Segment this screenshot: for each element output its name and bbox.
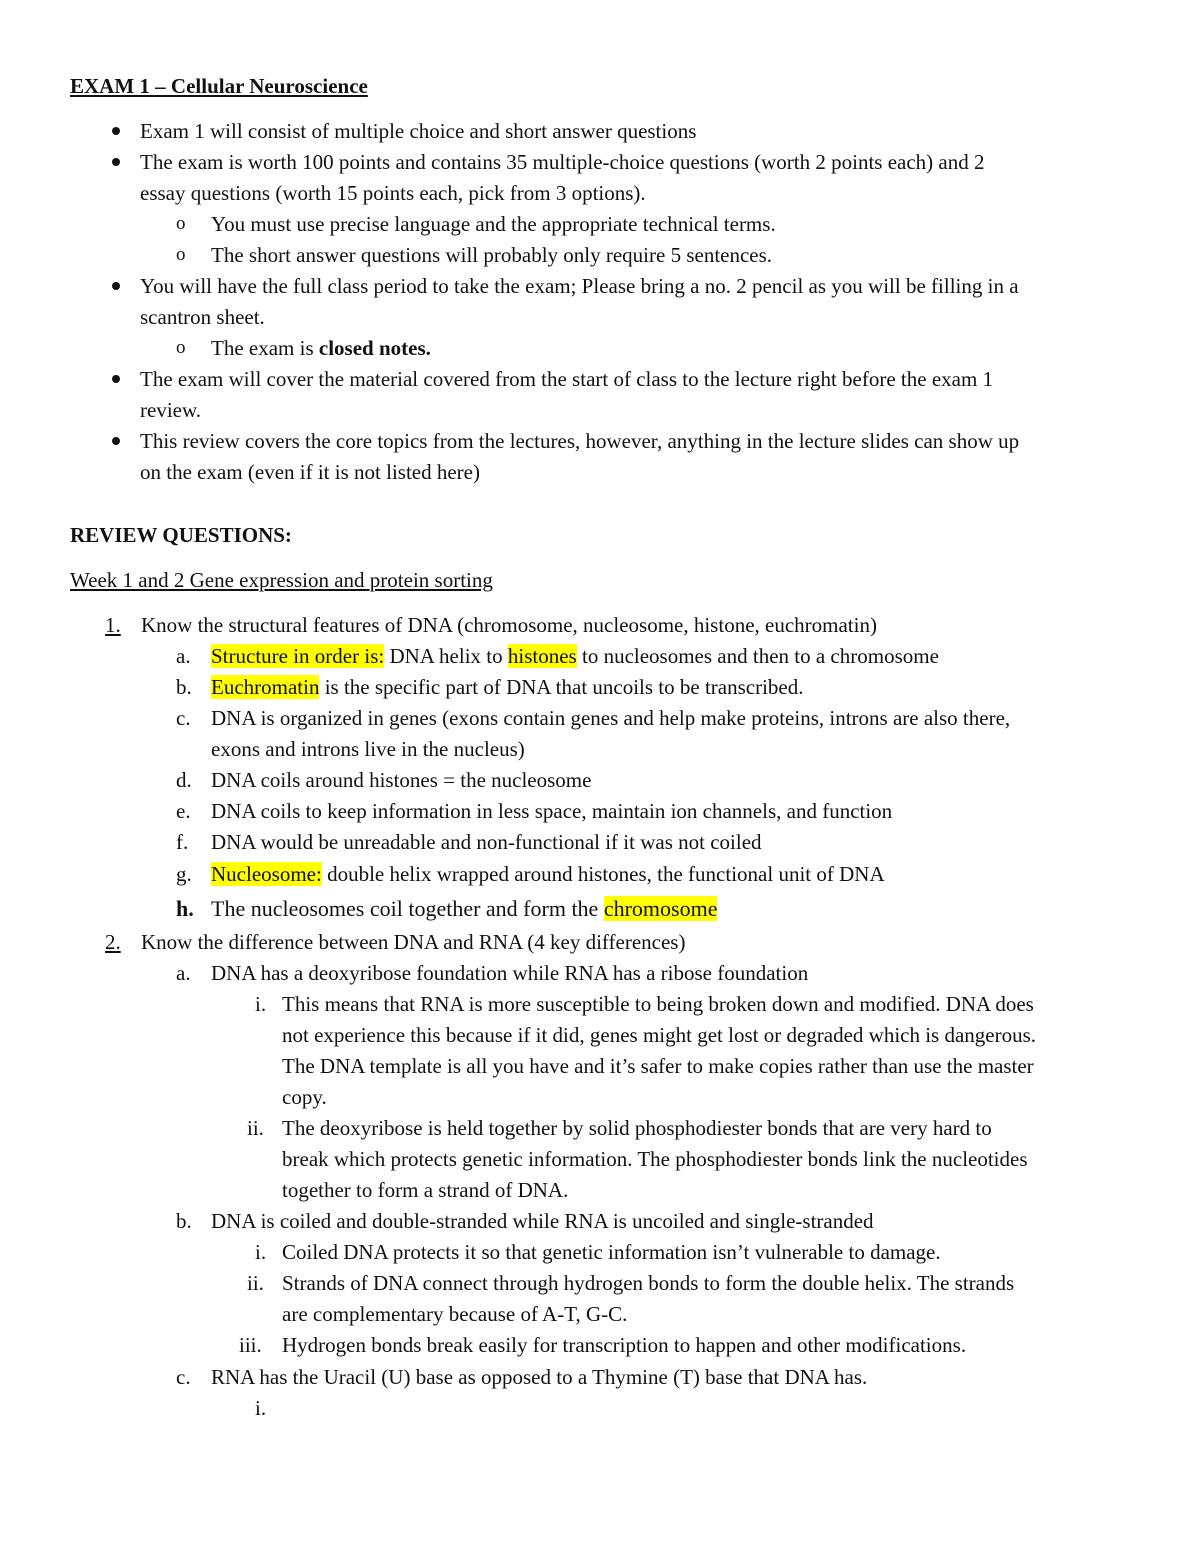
q1-item-c-line-1: DNA is organized in genes (exons contain genes and help make proteins, introns are also there, [211,706,1011,730]
highlight: Euchromatin [211,675,320,699]
bullet-dot [112,282,120,290]
intro-bullet-5-line-2: on the exam (even if it is not listed here) [140,460,480,484]
bullet-dot [112,158,120,166]
q1-item-b [211,674,804,700]
item-marker: c. [176,1365,191,1389]
q2-item-a: DNA has a deoxyribose foundation while RNA has a ribose foundation [211,961,809,985]
item-marker: a. [176,961,191,985]
q2-item-c: RNA has the Uracil (U) base as opposed to a Thymine (T) base that DNA has. [211,1365,868,1389]
intro-sub-bullet-3 [211,335,431,361]
roman-marker: iii. [239,1333,262,1357]
q2-item-b: DNA is coiled and double-stranded while RNA is uncoiled and single-stranded [211,1209,874,1233]
roman-marker: ii. [247,1271,264,1295]
intro-sub-bullet-2: The short answer questions will probably only require 5 sentences. [211,243,773,267]
q1-item-h-pre: The nucleosomes coil together and form the [211,896,604,921]
question-1-text: Know the structural features of DNA (chromosome, nucleosome, histone, euchromatin) [141,613,877,637]
intro-bullet-1: Exam 1 will consist of multiple choice and short answer questions [140,119,697,143]
q2-item-a-ii-line-2: break which protects genetic information. The phosphodiester bonds link the nucleotides [282,1147,1028,1171]
question-2-text: Know the difference between DNA and RNA (4 key differences) [141,930,686,954]
q2-item-a-i-line-1: This means that RNA is more susceptible to being broken down and modified. DNA does [282,992,1034,1016]
q2-item-b-ii-line-2: are complementary because of A-T, G-C. [282,1302,628,1326]
item-marker: a. [176,644,191,668]
question-number: 2. [105,930,121,954]
intro-bullet-5-line-1: This review covers the core topics from the lectures, however, anything in the lecture slides can show up [140,429,1020,453]
q2-item-a-i-line-3: The DNA template is all you have and it’s safer to make copies rather than use the master [282,1054,1034,1078]
closed-notes-prefix: The exam is [211,336,319,360]
intro-bullet-3-line-1: You will have the full class period to take the exam; Please bring a no. 2 pencil as you will be filling in a [140,274,1019,298]
q2-item-a-i-line-4: copy. [282,1085,327,1109]
sub-bullet-marker: o [176,213,186,234]
roman-marker: i. [255,1396,267,1420]
q1-item-f: DNA would be unreadable and non-functional if it was not coiled [211,830,762,854]
intro-bullet-2-line-2: essay questions (worth 15 points each, pick from 3 options). [140,181,646,205]
q2-item-b-iii: Hydrogen bonds break easily for transcription to happen and other modifications. [282,1333,967,1357]
roman-marker: ii. [247,1116,264,1140]
q1-item-d: DNA coils around histones = the nucleosome [211,768,592,792]
q1-item-a-end: to nucleosomes and then to a chromosome [576,644,939,668]
intro-sub-bullet-1: You must use precise language and the appropriate technical terms. [211,212,776,236]
roman-marker: i. [255,1240,267,1264]
week-heading: Week 1 and 2 Gene expression and protein sorting [70,568,493,592]
item-marker: b. [176,675,192,699]
bullet-dot [112,375,120,383]
item-marker: b. [176,1209,192,1233]
q1-item-g [211,861,885,887]
intro-bullet-4-line-2: review. [140,398,202,422]
q1-item-c-line-2: exons and introns live in the nucleus) [211,737,525,761]
bullet-dot [112,127,120,135]
item-marker: e. [176,799,191,823]
highlight: chromosome [603,896,718,921]
q1-item-b-end: is the specific part of DNA that uncoils to be transcribed. [319,675,804,699]
item-marker: h. [176,896,194,921]
item-marker: d. [176,768,192,792]
highlight: Nucleosome: [211,862,322,886]
intro-bullet-2-line-1: The exam is worth 100 points and contains 35 multiple-choice questions (worth 2 points each) and 2 [140,150,985,174]
page-title: EXAM 1 – Cellular Neuroscience [70,74,368,98]
highlight: histones [507,644,577,668]
q2-item-b-ii-line-1: Strands of DNA connect through hydrogen bonds to form the double helix. The strands [282,1271,1015,1295]
sub-bullet-marker: o [176,244,186,265]
review-questions-heading: REVIEW QUESTIONS: [70,523,292,547]
q2-item-a-ii-line-1: The deoxyribose is held together by solid phosphodiester bonds that are very hard to [282,1116,992,1140]
question-number: 1. [105,613,121,637]
roman-marker: i. [255,992,267,1016]
q2-item-b-i: Coiled DNA protects it so that genetic information isn’t vulnerable to damage. [282,1240,941,1264]
sub-bullet-marker: o [176,337,186,358]
item-marker: g. [176,862,192,886]
q1-item-a-mid: DNA helix to [384,644,508,668]
q2-item-a-ii-line-3: together to form a strand of DNA. [282,1178,569,1202]
q1-item-h [211,896,717,922]
q1-item-g-end: double helix wrapped around histones, the functional unit of DNA [321,862,885,886]
bullet-dot [112,437,120,445]
q1-item-e: DNA coils to keep information in less space, maintain ion channels, and function [211,799,893,823]
closed-notes-bold: closed notes. [318,336,431,360]
item-marker: c. [176,706,191,730]
intro-bullet-3-line-2: scantron sheet. [140,305,265,329]
intro-bullet-4-line-1: The exam will cover the material covered from the start of class to the lecture right before the exam 1 [140,367,994,391]
item-marker: f. [176,830,189,854]
q2-item-a-i-line-2: not experience this because if it did, genes might get lost or degraded which is dangerous. [282,1023,1037,1047]
highlight: Structure in order is: [211,644,385,668]
q1-item-a [211,643,939,669]
